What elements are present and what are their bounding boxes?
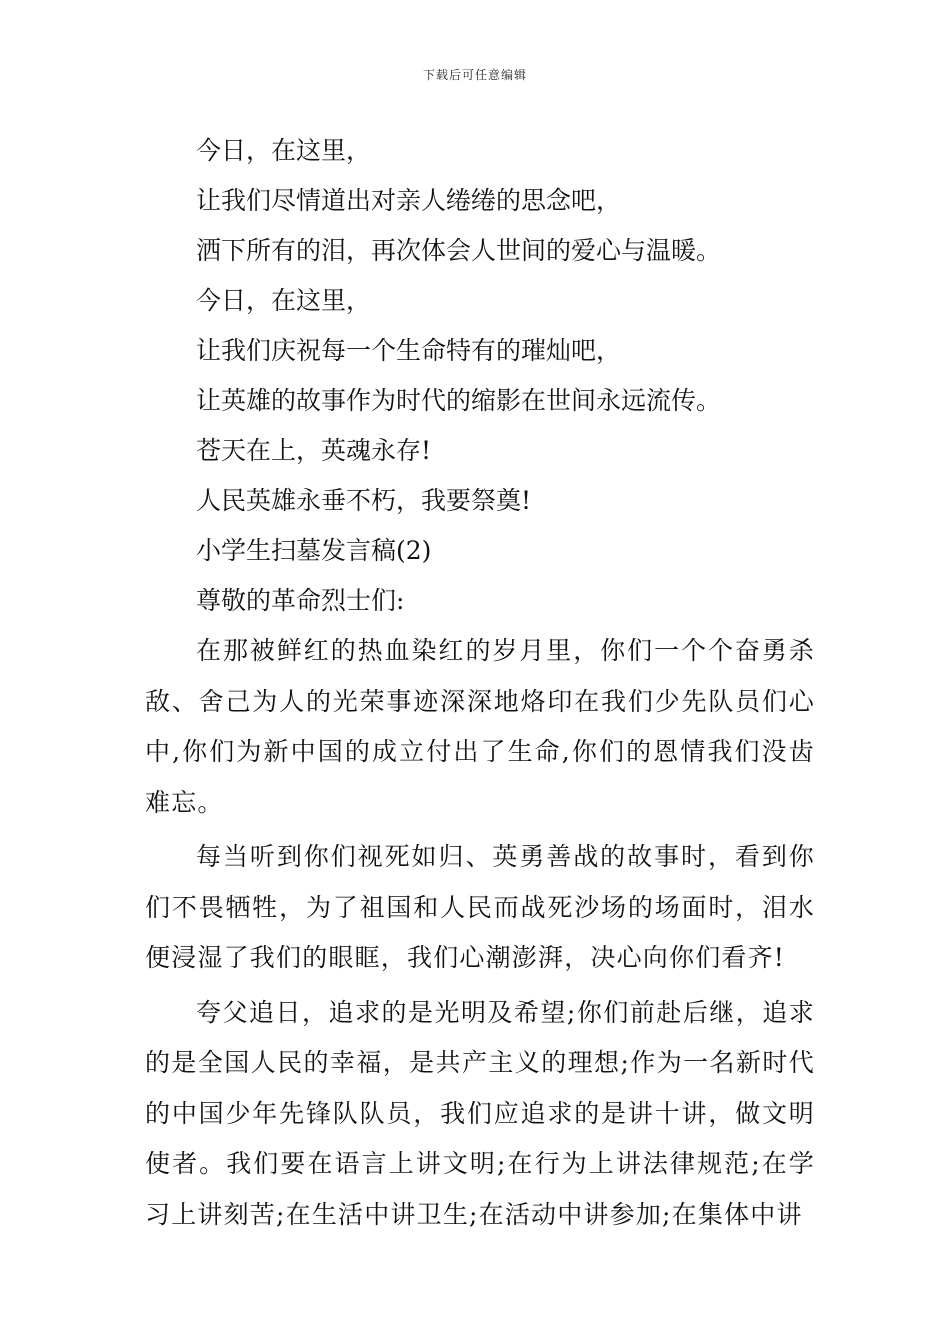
text-line: 让英雄的故事作为时代的缩影在世间永远流传。 bbox=[196, 386, 722, 415]
section-title: 小学生扫墓发言稿(2) bbox=[196, 536, 432, 565]
document-body bbox=[145, 126, 815, 1240]
salutation: 尊敬的革命烈士们: bbox=[196, 586, 405, 615]
text-line: 今日，在这里， bbox=[196, 286, 372, 315]
text-line: 人民英雄永垂不朽，我要祭奠! bbox=[196, 486, 532, 515]
paragraph: 夸父追日，追求的是光明及希望;你们前赴后继，追求的是全国人民的幸福，是共产主义的理想;作为一名新时代的中国少年先锋队队员，我们应追求的是讲十讲，做文明使者。我们要在语言上讲文明;在行为上讲法律规范;在学习上讲刻苦;在生活中讲卫生;在活动中讲参加;在集体中讲 bbox=[145, 997, 815, 1229]
page-header: 下载后可任意编辑 bbox=[422, 68, 527, 82]
paragraph: 在那被鲜红的热血染红的岁月里，你们一个个奋勇杀敌、舍己为人的光荣事迹深深地烙印在我们少先队员们心中,你们为新中国的成立付出了生命,你们的恩情我们没齿难忘。 bbox=[145, 636, 815, 817]
paragraph: 每当听到你们视死如归、英勇善战的故事时，看到你们不畏牺牲，为了祖国和人民而战死沙场的场面时，泪水便浸湿了我们的眼眶，我们心潮澎湃，决心向你们看齐! bbox=[145, 842, 815, 972]
text-line: 让我们庆祝每一个生命特有的璀灿吧， bbox=[196, 336, 622, 365]
text-line: 让我们尽情道出对亲人绻绻的思念吧， bbox=[196, 186, 622, 215]
text-line: 今日，在这里， bbox=[196, 136, 372, 165]
text-line: 洒下所有的泪，再次体会人世间的爱心与温暖。 bbox=[196, 236, 722, 265]
text-line: 苍天在上，英魂永存! bbox=[196, 436, 432, 465]
